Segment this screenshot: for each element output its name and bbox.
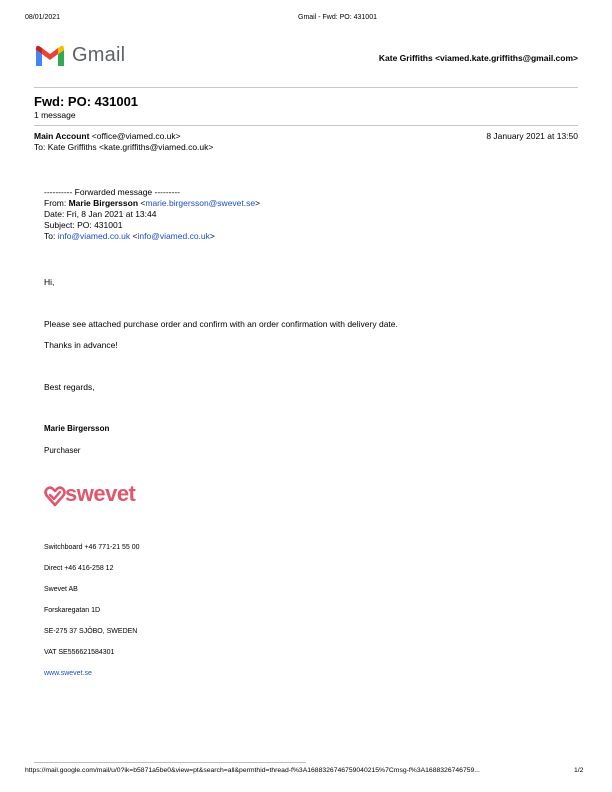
- page-number: 1/2: [574, 767, 584, 774]
- sender-email: <office@viamed.co.uk>: [91, 131, 181, 141]
- account-name: Kate Griffiths <viamed.kate.griffiths@gmail.com>: [378, 53, 578, 63]
- forwarded-from-email-link[interactable]: marie.birgersson@swevet.se: [145, 198, 256, 208]
- contact-street: Forskaregatan 1D: [44, 607, 101, 614]
- message-timestamp: 8 January 2021 at 13:50: [486, 131, 578, 141]
- contact-city: SE-275 37 SJÖBO, SWEDEN: [44, 628, 138, 635]
- swevet-logo-text: swevet: [65, 481, 136, 506]
- header-divider: [34, 87, 578, 88]
- footer-divider: [34, 762, 306, 763]
- message-from: [34, 131, 181, 141]
- signature-name: Marie Birgersson: [44, 424, 110, 433]
- sender-name: Main Account: [34, 131, 90, 141]
- contact-vat: VAT SE556621584301: [44, 649, 115, 656]
- gmail-wordmark: Gmail: [72, 44, 126, 66]
- thread-subject: Fwd: PO: 431001: [34, 94, 139, 109]
- footer-url: https://mail.google.com/mail/u/0?ik=b5871a5be0&view=pt&search=all&permthid=thread-f%3A1688326746759040215%7Cmsg-f%3A1688326746759...: [25, 767, 480, 774]
- forwarded-subject: Subject: PO: 431001: [44, 220, 123, 230]
- print-title: Gmail - Fwd: PO: 431001: [298, 14, 377, 21]
- contact-company: Swevet AB: [44, 586, 78, 593]
- forwarded-to: [44, 231, 215, 242]
- forwarded-from-label: From:: [44, 198, 67, 208]
- message-count: 1 message: [34, 110, 76, 120]
- forwarded-to-label: To:: [44, 231, 56, 241]
- forwarded-divider: ---------- Forwarded message ---------: [44, 187, 180, 197]
- contact-direct: Direct +46 416-258 12: [44, 565, 114, 572]
- signature-title: Purchaser: [44, 446, 81, 455]
- contact-website-link[interactable]: www.swevet.se: [44, 670, 92, 677]
- swevet-heart-icon: [44, 484, 66, 508]
- forwarded-from-lt: <: [140, 198, 146, 208]
- body-paragraph-1: Please see attached purchase order and confirm with an order confirmation with delivery date.: [44, 319, 398, 329]
- greeting: Hi,: [44, 277, 55, 287]
- forwarded-date: Date: Fri, 8 Jan 2021 at 13:44: [44, 209, 157, 219]
- forwarded-from-gt: >: [255, 198, 261, 208]
- forwarded-to-email-link[interactable]: info@viamed.co.uk: [57, 231, 131, 241]
- message-to: To: Kate Griffiths <kate.griffiths@viamed.co.uk>: [34, 142, 214, 152]
- forwarded-to-email-link-2[interactable]: info@viamed.co.uk: [137, 231, 210, 241]
- print-date: 08/01/2021: [25, 14, 61, 21]
- body-paragraph-2: Thanks in advance!: [44, 340, 118, 350]
- subject-divider: [34, 125, 578, 126]
- forwarded-from-name: Marie Birgersson: [68, 198, 139, 208]
- forwarded-to-gt: >: [209, 231, 215, 241]
- forwarded-from: [44, 198, 260, 209]
- gmail-logo-icon: [34, 44, 66, 68]
- forwarded-to-lt: <: [132, 231, 138, 241]
- closing: Best regards,: [44, 382, 95, 392]
- contact-switchboard: Switchboard +46 771-21 55 00: [44, 544, 140, 551]
